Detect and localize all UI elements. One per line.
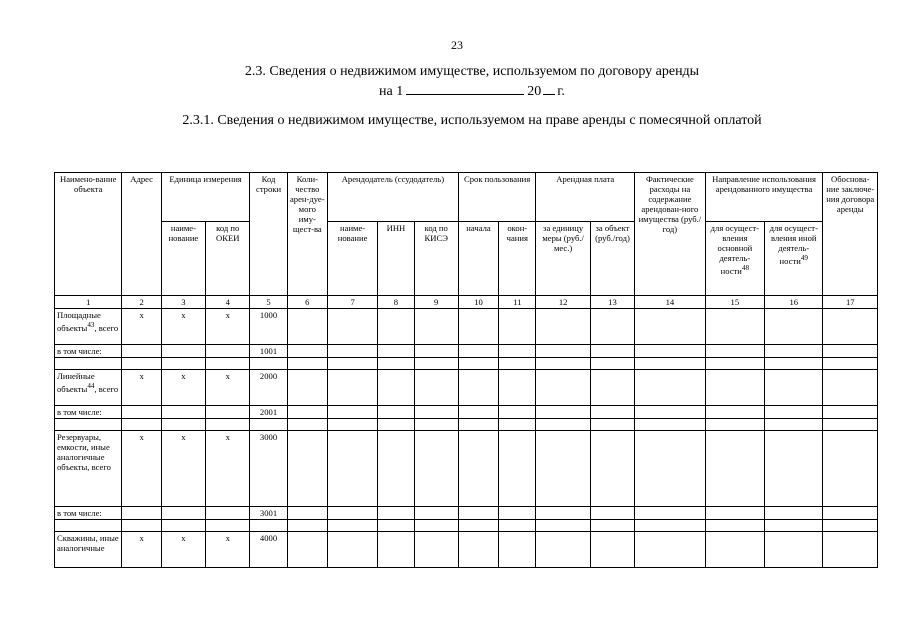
cell [206,419,250,431]
x-mark: x [122,431,161,507]
col-num: 2 [122,296,161,309]
cell[interactable] [327,520,377,532]
cell[interactable] [499,532,536,568]
date-day-month-blank [406,82,524,95]
x-mark: x [161,309,205,345]
cell[interactable] [590,507,634,520]
row-label: Резервуары, емкости, иные аналогичные объекты, всего [55,431,122,507]
header-rent-per-unit: за единицу меры (руб./мес.) [536,222,590,296]
cell[interactable] [536,309,590,345]
cell [122,419,161,431]
cell[interactable] [823,419,878,431]
header-address: Адрес [122,173,161,296]
x-mark: x [161,532,205,568]
cell[interactable] [499,370,536,406]
cell [206,345,250,358]
cell[interactable] [765,370,823,406]
row-label-text: Площадные объекты [57,310,101,333]
cell[interactable] [287,358,327,370]
cell[interactable] [635,431,706,507]
cell[interactable] [378,520,414,532]
cell [161,406,205,419]
cell[interactable] [287,370,327,406]
x-mark: x [161,370,205,406]
cell[interactable] [458,431,498,507]
cell[interactable] [536,370,590,406]
footnote-44: 44 [87,382,95,390]
cell[interactable] [590,345,634,358]
cell[interactable] [536,431,590,507]
table-row [55,358,878,370]
cell[interactable] [536,358,590,370]
cell[interactable] [590,406,634,419]
cell[interactable] [458,532,498,568]
col-num: 17 [823,296,878,309]
cell[interactable] [705,431,764,507]
header-term-end: окон-чания [499,222,536,296]
cell[interactable] [823,358,878,370]
row-label: в том числе: [55,507,122,520]
header-unit-okei: код по ОКЕИ [206,222,250,296]
row-label: в том числе: [55,406,122,419]
cell[interactable] [414,345,458,358]
header-term-start: начала [458,222,498,296]
cell[interactable] [705,520,764,532]
cell[interactable] [635,345,706,358]
cell[interactable] [458,507,498,520]
cell [55,520,122,532]
cell[interactable] [458,520,498,532]
header-direction-main [705,222,764,296]
cell[interactable] [590,431,634,507]
cell [206,358,250,370]
cell[interactable] [536,520,590,532]
cell[interactable] [287,532,327,568]
subsection-title: 2.3.1. Сведения о недвижимом имуществе, используемом на праве аренды с помесячной оплатой [182,113,762,128]
cell[interactable] [823,406,878,419]
row-label: в том числе: [55,345,122,358]
cell [250,520,287,532]
cell[interactable] [536,419,590,431]
date-suffix: г. [557,84,565,99]
cell[interactable] [536,406,590,419]
row-label [55,370,122,406]
cell[interactable] [823,532,878,568]
cell [122,507,161,520]
cell [161,345,205,358]
row-code: 3000 [250,431,287,507]
cell [250,358,287,370]
cell [206,520,250,532]
cell[interactable] [590,358,634,370]
cell[interactable] [765,309,823,345]
cell[interactable] [705,370,764,406]
cell [206,406,250,419]
col-num: 12 [536,296,590,309]
header-lessor-kise: код по КИСЭ [414,222,458,296]
cell[interactable] [327,507,377,520]
leased-property-table [54,172,878,568]
footnote-48: 48 [741,264,750,272]
cell[interactable] [327,419,377,431]
cell [122,406,161,419]
cell[interactable] [414,431,458,507]
row-label [55,309,122,345]
cell[interactable] [414,358,458,370]
cell[interactable] [458,358,498,370]
cell[interactable] [458,345,498,358]
cell [161,507,205,520]
cell[interactable] [705,532,764,568]
cell [161,520,205,532]
row-code: 1001 [250,345,287,358]
header-actual-costs: Фактические расходы на содержание арендован-ного имущества (руб./год) [635,173,706,296]
header-direction-other [765,222,823,296]
header-quantity: Коли-чество арен-дуе-мого иму-щест-ва [287,173,327,296]
cell[interactable] [378,358,414,370]
cell[interactable] [378,419,414,431]
cell[interactable] [327,370,377,406]
cell[interactable] [499,520,536,532]
cell [55,358,122,370]
header-lessor-name: наиме-нование [327,222,377,296]
section-title-date-line [0,82,914,100]
row-code: 4000 [250,532,287,568]
cell[interactable] [327,345,377,358]
cell[interactable] [327,309,377,345]
cell[interactable] [499,309,536,345]
cell[interactable] [499,345,536,358]
col-num: 4 [206,296,250,309]
cell[interactable] [327,431,377,507]
cell [206,507,250,520]
table-row [55,309,878,345]
cell[interactable] [823,345,878,358]
cell[interactable] [765,507,823,520]
col-num: 3 [161,296,205,309]
x-mark: x [206,532,250,568]
cell[interactable] [378,507,414,520]
header-row-code: Код строки [250,173,287,296]
cell[interactable] [378,345,414,358]
cell[interactable] [414,419,458,431]
cell[interactable] [327,532,377,568]
page-number: 23 [451,38,463,52]
cell[interactable] [414,520,458,532]
col-num: 6 [287,296,327,309]
cell [122,345,161,358]
col-num: 9 [414,296,458,309]
header-unit-name: наиме-нование [161,222,205,296]
cell[interactable] [458,406,498,419]
x-mark: x [122,370,161,406]
footnote-49: 49 [800,254,808,262]
date-year-prefix: 20 [527,84,542,99]
cell[interactable] [635,406,706,419]
cell[interactable] [378,532,414,568]
table-row [55,419,878,431]
cell[interactable] [823,431,878,507]
col-num: 1 [55,296,122,309]
cell[interactable] [499,406,536,419]
column-number-row [55,296,878,309]
cell[interactable] [765,431,823,507]
cell[interactable] [823,520,878,532]
cell[interactable] [378,431,414,507]
header-term: Срок пользования [458,173,536,222]
cell[interactable] [458,370,498,406]
cell[interactable] [635,309,706,345]
cell[interactable] [765,419,823,431]
cell[interactable] [414,507,458,520]
date-prefix: на 1 [379,84,404,99]
table-row [55,520,878,532]
cell[interactable] [765,358,823,370]
cell[interactable] [635,358,706,370]
cell [161,358,205,370]
header-rent-per-object: за объект (руб./год) [590,222,634,296]
col-num: 5 [250,296,287,309]
header-direction: Направление использования арендованного имущества [705,173,823,222]
cell [122,520,161,532]
table-row [55,507,878,520]
cell[interactable] [635,507,706,520]
x-mark: x [206,431,250,507]
header-lessor-inn: ИНН [378,222,414,296]
col-num: 7 [327,296,377,309]
row-label-text: Линейные объекты [57,371,95,394]
cell[interactable] [499,507,536,520]
col-num: 16 [765,296,823,309]
cell[interactable] [287,406,327,419]
row-label-suffix: , всего [94,383,119,394]
cell [55,419,122,431]
col-num: 8 [378,296,414,309]
header-name: Наимено-вание объекта [55,173,122,296]
cell[interactable] [705,419,764,431]
header-lessor: Арендодатель (ссудодатель) [327,173,458,222]
cell[interactable] [499,419,536,431]
cell[interactable] [458,309,498,345]
cell[interactable] [287,431,327,507]
x-mark: x [206,309,250,345]
header-direction-other-label: для осущест-вления иной деятель-ности [769,223,818,266]
date-year-blank [543,82,555,95]
cell[interactable] [765,406,823,419]
col-num: 11 [499,296,536,309]
cell[interactable] [287,345,327,358]
cell[interactable] [414,309,458,345]
cell[interactable] [705,309,764,345]
cell[interactable] [536,507,590,520]
row-code: 2000 [250,370,287,406]
cell[interactable] [327,406,377,419]
row-code: 2001 [250,406,287,419]
cell[interactable] [705,406,764,419]
header-justification: Обоснова-ние заключе-ния договора аренды [823,173,878,296]
cell[interactable] [287,520,327,532]
cell[interactable] [590,309,634,345]
cell[interactable] [635,419,706,431]
cell[interactable] [823,309,878,345]
table-row [55,345,878,358]
cell[interactable] [378,309,414,345]
cell[interactable] [765,532,823,568]
x-mark: x [206,370,250,406]
cell[interactable] [635,370,706,406]
row-code: 1000 [250,309,287,345]
table-row [55,406,878,419]
row-label: Скважины, иные аналогичные [55,532,122,568]
cell[interactable] [378,370,414,406]
cell[interactable] [287,419,327,431]
cell[interactable] [823,370,878,406]
cell[interactable] [765,345,823,358]
cell[interactable] [590,532,634,568]
footnote-43: 43 [87,321,95,329]
cell[interactable] [705,358,764,370]
cell[interactable] [414,406,458,419]
cell[interactable] [378,406,414,419]
cell[interactable] [287,507,327,520]
cell [122,358,161,370]
cell[interactable] [414,532,458,568]
row-label-suffix: , всего [94,322,119,333]
col-num: 15 [705,296,764,309]
cell[interactable] [536,345,590,358]
cell[interactable] [705,507,764,520]
row-code: 3001 [250,507,287,520]
cell[interactable] [823,507,878,520]
cell[interactable] [327,358,377,370]
cell[interactable] [765,520,823,532]
x-mark: x [122,532,161,568]
x-mark: x [161,431,205,507]
col-num: 13 [590,296,634,309]
cell[interactable] [458,419,498,431]
cell[interactable] [635,532,706,568]
cell[interactable] [590,419,634,431]
cell[interactable] [705,345,764,358]
table-row [55,431,878,507]
cell [161,419,205,431]
cell [250,419,287,431]
header-direction-main-label: для осущест-вления основной деятель-ности [710,223,760,276]
cell[interactable] [536,532,590,568]
table-row [55,370,878,406]
cell[interactable] [414,370,458,406]
table-row [55,532,878,568]
cell[interactable] [590,520,634,532]
header-rent: Арендная плата [536,173,635,222]
cell[interactable] [635,520,706,532]
header-unit: Единица измерения [161,173,250,222]
cell[interactable] [287,309,327,345]
section-title: 2.3. Сведения о недвижимом имуществе, используемом по договору аренды [244,64,700,79]
col-num: 10 [458,296,498,309]
x-mark: x [122,309,161,345]
cell[interactable] [499,358,536,370]
cell[interactable] [499,431,536,507]
cell[interactable] [590,370,634,406]
col-num: 14 [635,296,706,309]
